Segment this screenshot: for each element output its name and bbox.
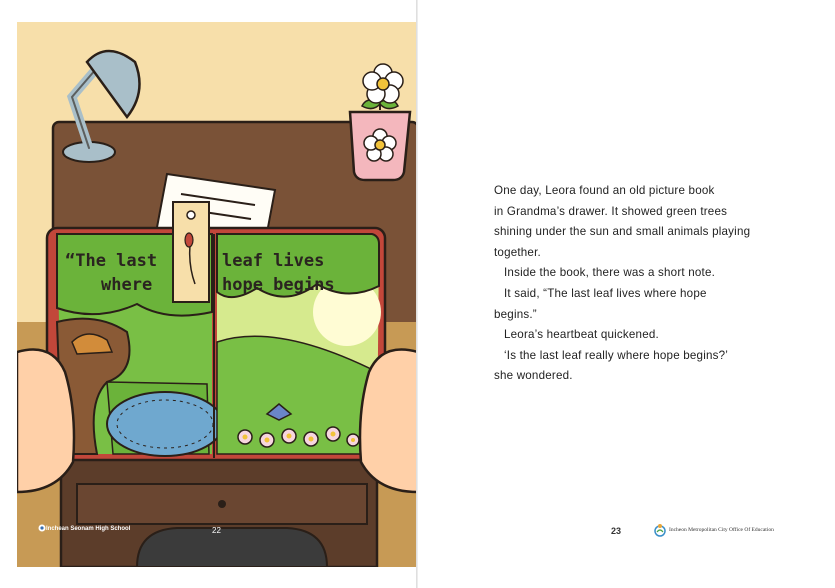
story-text: [494, 181, 794, 387]
book-text-left-2: where: [101, 275, 153, 295]
story-line: together.: [494, 245, 541, 259]
school-logo-icon: [38, 524, 46, 532]
story-paragraph: [494, 284, 794, 325]
school-label: Inchean Seonam High School: [46, 526, 131, 532]
publisher-credit: [654, 523, 774, 537]
story-line: in Grandma’s drawer. It showed green trees: [494, 204, 728, 218]
left-page-illustration: [17, 22, 418, 567]
story-line: shining under the sun and small animals playing: [494, 225, 751, 239]
story-line: ‘Is the last leaf really where hope begins?’: [504, 348, 729, 362]
education-office-logo-icon: [654, 523, 666, 537]
story-paragraph: [494, 181, 794, 263]
story-paragraph: [494, 263, 794, 284]
book-text-right-2: hope begins: [222, 275, 335, 295]
story-paragraph: [494, 346, 794, 387]
illustration-artwork: [17, 22, 418, 567]
book-text-right-1: leaf lives: [222, 251, 325, 271]
story-line: Inside the book, there was a short note.: [504, 266, 716, 280]
story-line: Leora’s heartbeat quickened.: [504, 328, 659, 342]
story-line: It said, “The last leaf lives where hope: [504, 286, 707, 300]
left-hand-icon: [17, 350, 74, 493]
page-number-right: 23: [611, 526, 622, 536]
right-hand-icon: [360, 350, 418, 493]
story-paragraph: [494, 325, 794, 346]
picture-book-icon: [47, 202, 385, 460]
story-line: begins.”: [494, 307, 537, 321]
story-line: One day, Leora found an old picture book: [494, 184, 715, 197]
publisher-name: Incheon Metropolitan City Office Of Education: [669, 527, 774, 533]
page-number-left: 22: [212, 526, 221, 535]
story-line: she wondered.: [494, 369, 573, 383]
book-text-left-1: “The last: [65, 251, 158, 271]
